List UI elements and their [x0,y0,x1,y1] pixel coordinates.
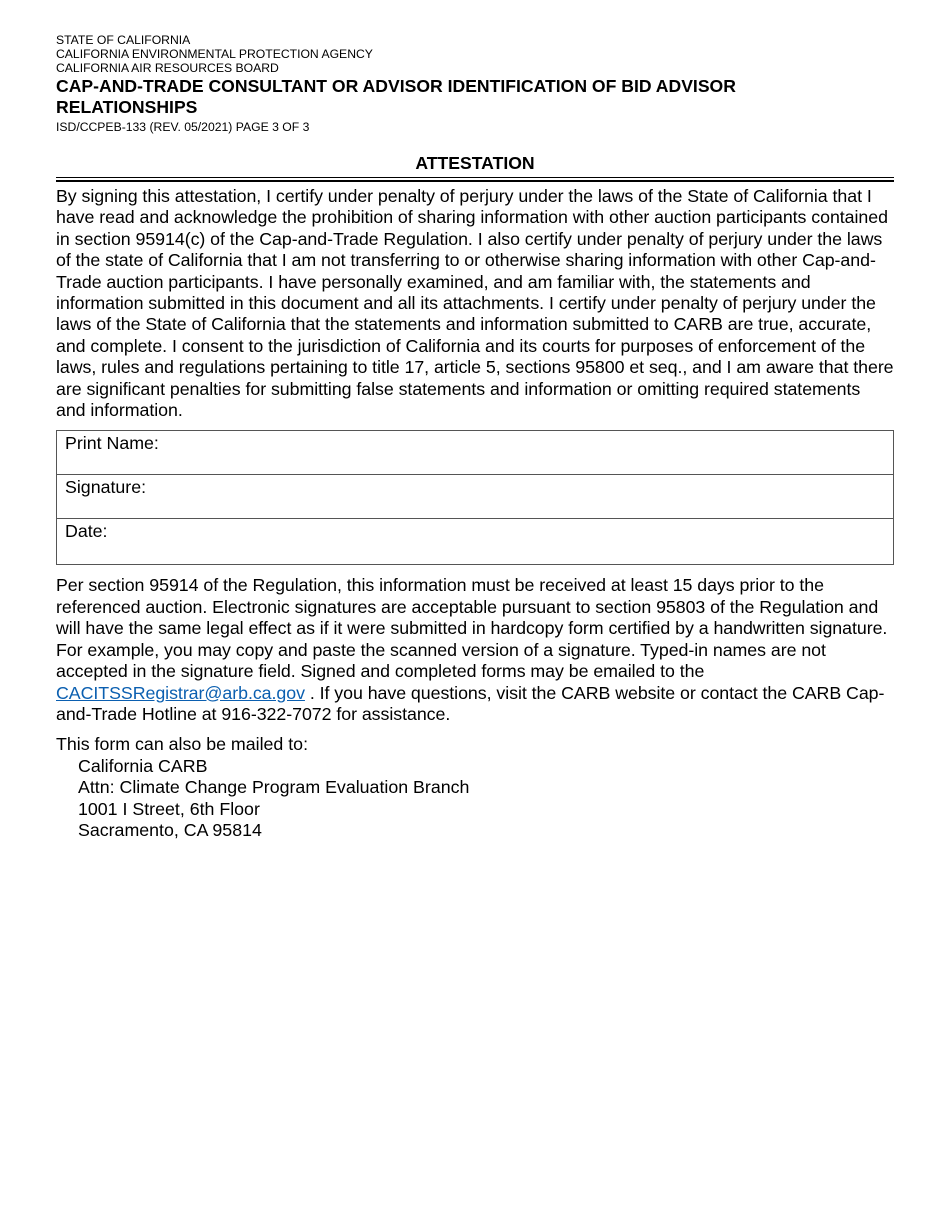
instructions-text: Per section 95914 of the Regulation, this information must be received at least 15 days prior to the referenced auction. Electronic signatures are acceptable pursuant to section 95803 of the Regulation and will have the same legal effect as if it were submitted in hardcopy form certified by a handwritten signature. For example, you may copy and paste the scanned version of a signature. Typed-in names are not accepted in the signature field. Signed and completed forms may be emailed to the [56,575,888,682]
mailing-address [56,756,894,842]
agency-line: CALIFORNIA ENVIRONMENTAL PROTECTION AGENCY [56,47,373,61]
attestation-heading: ATTESTATION [415,153,535,173]
date-label: Date: [65,521,108,542]
form-title: CAP-AND-TRADE CONSULTANT OR ADVISOR IDENTIFICATION OF BID ADVISOR RELATIONSHIPS [56,76,736,117]
attestation-text: By signing this attestation, I certify under penalty of perjury under the laws of the State of California that I have read and acknowledge the prohibition of sharing information with other auction participants contained in section 95914(c) of the Cap-and-Trade Regulation. I also certify under penalty of perjury under the laws of the state of California that I am not transferring to or otherwise sharing information with other Cap-and-Trade auction participants. I have personally examined, and am familiar with, the statements and information submitted in this document and all its attachments. I certify under penalty of perjury under the laws of the State of California that the statements and information submitted to CARB are true, accurate, and complete. I consent to the jurisdiction of California and its courts for purposes of enforcement of the laws, rules and regulations pertaining to title 17, article 5, sections 95800 et seq., and I am aware that there are significant penalties for submitting false statements and information or omitting required statements and information. [56,186,894,421]
signature-table [56,430,894,565]
registrar-email-link[interactable]: CACITSSRegistrar@arb.ca.gov [56,682,305,703]
signature-field[interactable] [57,475,893,519]
address-line-street: 1001 I Street, 6th Floor [78,798,260,819]
print-name-label: Print Name: [65,433,159,454]
date-field[interactable] [57,519,893,564]
mailing-intro: This form can also be mailed to: [56,734,309,755]
address-line-attn: Attn: Climate Change Program Evaluation Branch [78,777,470,798]
form-page [56,33,894,841]
board-line: CALIFORNIA AIR RESOURCES BOARD [56,61,279,75]
print-name-field[interactable] [57,431,893,475]
submission-instructions [56,575,894,725]
address-line-city: Sacramento, CA 95814 [78,819,262,840]
address-line-org: California CARB [78,755,208,776]
form-id: ISD/CCPEB-133 (REV. 05/2021) PAGE 3 OF 3 [56,120,310,134]
state-line: STATE OF CALIFORNIA [56,33,191,47]
form-header [56,33,894,134]
signature-label: Signature: [65,477,147,498]
instructions-text-continued: . If you have questions, visit the CARB website or contact the CARB Cap-and-Trade Hotline at 916-322-7072 for assistance. [56,682,885,724]
heading-divider [56,177,894,179]
